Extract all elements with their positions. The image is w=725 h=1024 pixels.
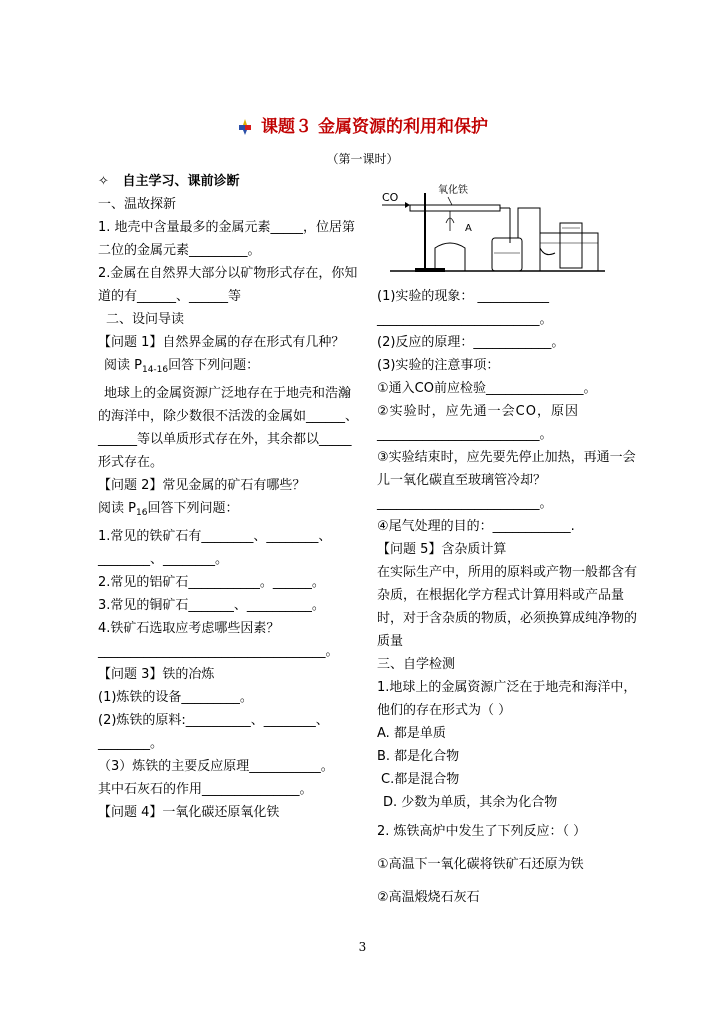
reading-line: 阅读 $P_{14-16}$回答下列问题： xyxy=(104,358,260,375)
co-label: CO xyxy=(382,191,399,204)
question: 1.常见的铁矿石有________、________、________、________。 xyxy=(98,529,332,567)
problem-heading: 【问题 5】含杂质计算 xyxy=(377,542,507,557)
question: 其中石灰石的作用_______________。 xyxy=(98,782,313,797)
line: 二、设问导读 xyxy=(106,312,185,327)
section-heading: 三、自学检测 xyxy=(377,657,456,672)
answer-line: _________________________。 xyxy=(377,312,553,327)
answer-line: _________________________。 xyxy=(377,496,553,511)
question: 1.地球上的金属资源广泛在于地壳和海洋中，他们的存在形式为（ ） xyxy=(377,680,637,718)
option-a: A. 都是单质 xyxy=(377,726,446,741)
title-text: 课题３ 金属资源的利用和保护 xyxy=(261,117,488,137)
right-column xyxy=(377,285,647,909)
label-a: A xyxy=(465,223,472,234)
question: 3.常见的铜矿石_______、__________。 xyxy=(98,598,325,613)
answer-line: ___________________________________。 xyxy=(98,644,339,659)
problem-heading: 【问题 2】常见金属的矿石有哪些？ xyxy=(98,478,306,493)
diamond-bullet-icon: ✧ xyxy=(98,174,123,189)
question: ④尾气处理的目的：____________. xyxy=(377,519,575,534)
reading-line: 阅读 $P_{16}$回答下列问题： xyxy=(98,501,239,518)
subtitle: （第一课时） xyxy=(326,152,399,166)
reaction-1: ①高温下一氧化碳将铁矿石还原为铁 xyxy=(377,857,584,872)
question: (2)炼铁的原料:__________、________、________。 xyxy=(98,713,329,751)
section-heading: ✧ 自主学习、课前诊断 xyxy=(98,174,240,189)
problem-heading: 【问题 4】一氧化碳还原氧化铁 xyxy=(98,805,280,820)
experiment-apparatus-diagram xyxy=(380,183,610,283)
iron-oxide-label: 氧化铁 xyxy=(438,185,468,196)
question: (1)炼铁的设备_________。 xyxy=(98,690,253,705)
option-b: B. 都是化合物 xyxy=(377,749,460,764)
question: 2.金属在自然界大部分以矿物形式存在，你知道的有______、______等 xyxy=(98,266,358,304)
question: （3）炼铁的主要反应原理___________。 xyxy=(98,759,334,774)
question: ②实验时，应先通一会CO，原因 xyxy=(377,404,579,419)
paragraph: 在实际生产中，所用的原料或产物一般都含有杂质，在根据化学方程式计算用料或产品量时，对于含杂质的物质，必须换算成纯净物的质量 xyxy=(377,565,638,649)
answer-line: _________________________。 xyxy=(377,427,553,442)
question: (2)反应的原理：____________。 xyxy=(377,335,565,350)
question: (3)实验的注意事项： xyxy=(377,358,500,373)
question: 2.常见的铝矿石___________。______。 xyxy=(98,575,325,590)
question: 1. 地壳中含量最多的金属元素_____，位居第二位的金属元素_________。 xyxy=(98,220,356,258)
question: 4.铁矿石选取应考虑哪些因素？ xyxy=(98,621,280,636)
line: 一、温故探新 xyxy=(98,197,177,212)
problem-heading: 【问题 3】铁的冶炼 xyxy=(98,667,215,682)
problem-heading: 【问题 1】自然界金属的存在形式有几种？ xyxy=(98,335,345,350)
option-d: D. 少数为单质，其余为化合物 xyxy=(383,795,558,810)
question: ③实验结束时，应先要先停止加热，再通一会儿一氧化碳直至玻璃管冷却？ xyxy=(377,450,636,488)
option-c: C.都是混合物 xyxy=(381,772,460,787)
left-column xyxy=(98,170,360,824)
reaction-2: ②高温煅烧石灰石 xyxy=(377,890,480,905)
question: 2. 炼铁高炉中发生了下列反应：（ ） xyxy=(377,824,587,839)
paragraph: 地球上的金属资源广泛地存在于地壳和浩瀚的海洋中，除少数很不活泼的金属如______、______等以单质形式存在外，其余都以_____形式存在。 xyxy=(98,386,359,470)
lesson-title xyxy=(0,112,725,140)
question: (1)实验的现象： ___________ xyxy=(377,289,550,304)
page-number: 3 xyxy=(358,940,367,954)
question: ①通入CO前应检验_______________。 xyxy=(377,381,597,396)
pencil-bullet-icon xyxy=(237,119,253,140)
